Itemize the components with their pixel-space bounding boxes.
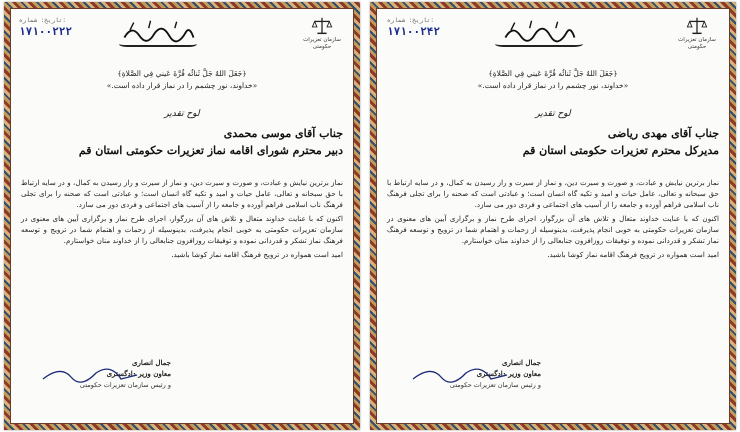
body-paragraph: نماز برترین نیایش و عبادت، و صورت و سیرت دین، و نماز از سیرت و راز رسیدن به کمال، و در سایه ارتباط با حق سبحانه و تعالی، عامل حیات و امید و تکیه گاه انسان است؛ و عبادتی است که صحنه را برای تجلی فرهنگ ناب اسلامی فراهم آورده و جامعه را از آسیب های اجتماعی و فردی دور می سازد. [387,178,719,209]
letter-number: ۱۷۱۰۰۲۴۲ [387,25,440,38]
letter-meta-label: تاریخ: شماره: [387,17,434,24]
certificate-body [21,177,343,263]
judiciary-emblem [299,15,345,51]
signer-name: جمال انصاری [132,358,171,367]
body-paragraph: اکنون که با عنایت خداوند متعال و تلاش های آن بزرگوار، اجرای طرح نماز و برگزاری آیین های معنوی در سازمان تعزیرات حکومتی به خوبی انجام پذیرفت، بدینوسیله از زحمات و اهتمام شما در ترویج و توسعه فرهنگ نماز تشکر و قدردانی نموده و توفیقات روزافزون جنابعالی را از خداوند منان خواستارم. [387,214,719,245]
signer-org: و رئیس سازمان تعزیرات حکومتی [449,381,541,389]
signer-name: جمال انصاری [502,358,541,367]
certificate-body [387,177,719,263]
signer-org: و رئیس سازمان تعزیرات حکومتی [79,381,171,389]
signer-title: معاون وزیر دادگستری [476,369,541,378]
certificate-left [4,2,360,430]
certificate-title: لوح تقدیر [535,109,571,119]
body-paragraph: نماز برترین نیایش و عبادت، و صورت و سیرت دین، و نماز از سیرت و راز رسیدن به کمال، و در سایه ارتباط با حق سبحانه و تعالی، عامل حیات و امید و تکیه گاه انسان است؛ و عبادتی است که صحنه را برای تجلی فرهنگ ناب اسلامی فراهم آورده و جامعه را از آسیب های اجتماعی و فردی دور می سازد. [21,178,343,209]
signature-block [51,358,171,389]
quote-arabic: ﴿جَعَلَ اللهُ جَلَّ ثَنائُه قُرَّةَ عَيني فِي الصَّلاةِ﴾ [488,69,618,78]
quote-arabic: ﴿جَعَلَ اللهُ جَلَّ ثَنائُه قُرَّةَ عَيني فِي الصَّلاةِ﴾ [117,69,247,78]
certificate-right [370,2,736,430]
header-quote [11,69,353,90]
letter-number-block [19,17,72,38]
body-paragraph: امید است همواره در ترویج فرهنگ اقامه نماز کوشا باشید. [547,250,719,259]
quote-persian: «خداوند، نور چشمم را در نماز قرار داده است.» [106,81,258,90]
recipient-block [21,127,343,157]
header-quote [377,69,729,90]
certificate-paper [377,9,729,423]
org-header: سازمان تعزیرات حکومتی [678,37,716,50]
quote-persian: «خداوند، نور چشمم را در نماز قرار داده است.» [477,81,629,90]
letter-number: ۱۷۱۰۰۲۲۲ [19,25,72,38]
certificate-title: لوح تقدیر [164,109,200,119]
scales-of-justice-icon [311,15,333,37]
recipient-role: مدیرکل محترم تعزیرات حکومتی استان قم [522,144,719,157]
certificate-paper [11,9,353,423]
signature-block [421,358,541,389]
body-paragraph: امید است همواره در ترویج فرهنگ اقامه نماز کوشا باشید. [171,250,343,259]
recipient-name: جناب آقای مهدی ریاضی [607,127,719,140]
letter-meta-label: تاریخ: شماره: [19,17,66,24]
bismillah-calligraphy [119,17,197,47]
signer-title: معاون وزیر دادگستری [106,369,171,378]
judiciary-emblem [673,15,721,51]
body-paragraph: اکنون که با عنایت خداوند متعال و تلاش های آن بزرگوار، اجرای طرح نماز و برگزاری آیین های معنوی در سازمان تعزیرات حکومتی به خوبی انجام پذیرفت، بدینوسیله از زحمات و اهتمام شما در ترویج و توسعه فرهنگ نماز تشکر و قدردانی نموده و توفیقات روزافزون جنابعالی را از خداوند منان خواستارم. [21,214,343,245]
recipient-name: جناب آقای موسی محمدی [223,127,343,140]
org-header: سازمان تعزیرات حکومتی [303,37,341,50]
scales-of-justice-icon [686,15,708,37]
calligraphy-icon [119,17,197,45]
recipient-role: دبیر محترم شورای اقامه نماز تعزیرات حکومتی استان قم [78,144,343,157]
recipient-block [387,127,719,157]
letter-number-block [387,17,440,38]
bismillah-calligraphy [495,17,583,47]
calligraphy-icon [495,17,583,45]
